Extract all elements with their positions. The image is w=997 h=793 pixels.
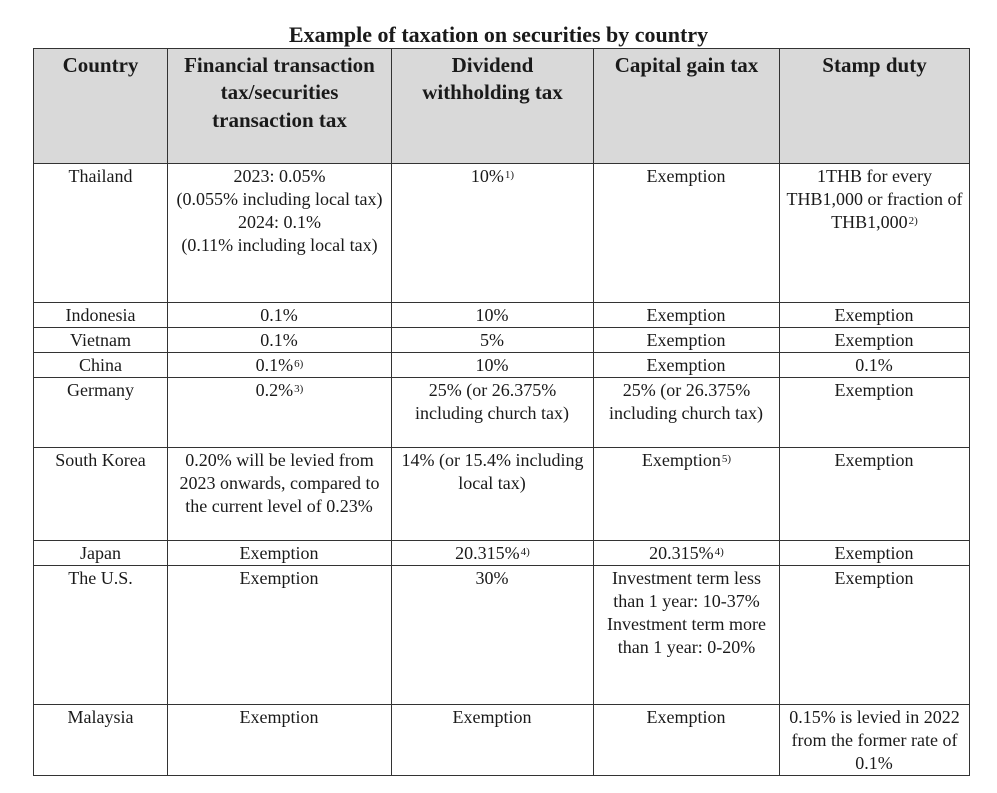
capital-gain-tax-text: Investment term more than 1 year: 0-20% xyxy=(607,614,766,657)
header-financial-transaction-tax: Financial transaction tax/securities transaction tax xyxy=(168,49,392,164)
cell-stamp-duty xyxy=(780,705,970,776)
financial-tax-text: 0.20% will be levied from 2023 onwards, compared to the current level of 0.23% xyxy=(179,450,380,516)
cell-capital-gain-tax xyxy=(594,378,780,448)
country-name: Vietnam xyxy=(70,330,131,350)
cell-capital-gain-tax xyxy=(594,541,780,566)
header-country: Country xyxy=(34,49,168,164)
table-row xyxy=(34,705,970,776)
cell-dividend-tax xyxy=(392,541,594,566)
cell-stamp-duty xyxy=(780,164,970,303)
header-stamp-duty: Stamp duty xyxy=(780,49,970,164)
capital-gain-tax-text: Exemption xyxy=(646,166,726,186)
stamp-duty-text: Exemption xyxy=(834,380,914,400)
cell-capital-gain-tax xyxy=(594,566,780,705)
cell-dividend-tax xyxy=(392,705,594,776)
cell-country xyxy=(34,164,168,303)
taxation-table xyxy=(33,48,970,776)
dividend-tax-text: 10% xyxy=(470,166,504,186)
table-row xyxy=(34,353,970,378)
cell-capital-gain-tax xyxy=(594,164,780,303)
table-row xyxy=(34,164,970,303)
country-name: Malaysia xyxy=(67,707,134,727)
table-row xyxy=(34,378,970,448)
stamp-duty-text: Exemption xyxy=(834,450,914,470)
financial-tax-text: Exemption xyxy=(239,543,319,563)
header-dividend-withholding-tax: Dividend withholding tax xyxy=(392,49,594,164)
dividend-tax-text: 20.315% xyxy=(455,543,520,563)
capital-gain-tax-text: 20.315% xyxy=(649,543,714,563)
stamp-duty-text: 0.1% xyxy=(855,355,893,375)
cell-capital-gain-tax xyxy=(594,448,780,541)
country-name: China xyxy=(79,355,122,375)
financial-tax-text: 0.1% xyxy=(255,355,294,375)
cell-country xyxy=(34,541,168,566)
dividend-tax-text: 10% xyxy=(475,355,509,375)
capital-gain-tax-text: Exemption xyxy=(646,355,726,375)
financial-tax-text: Exemption xyxy=(239,568,319,588)
capital-gain-tax-text: 25% (or 26.375% including church tax) xyxy=(609,380,763,423)
stamp-duty-text: Exemption xyxy=(834,330,914,350)
dividend-tax-text: 25% (or 26.375% including church tax) xyxy=(415,380,569,423)
cell-country xyxy=(34,353,168,378)
financial-tax-text: 0.2% xyxy=(255,380,294,400)
cell-financial-tax xyxy=(168,705,392,776)
capital-gain-tax-text: Exemption xyxy=(646,305,726,325)
cell-stamp-duty xyxy=(780,328,970,353)
capital-gain-tax-text: Exemption xyxy=(646,707,726,727)
cell-financial-tax xyxy=(168,448,392,541)
footnote-marker: 1) xyxy=(504,169,515,181)
cell-country xyxy=(34,566,168,705)
capital-gain-tax-text: Investment term less than 1 year: 10-37% xyxy=(612,568,761,611)
stamp-duty-text: 1THB for every THB1,000 or fraction of THB1,000 xyxy=(786,166,963,232)
country-name: Thailand xyxy=(68,166,133,186)
capital-gain-tax-text: Exemption xyxy=(646,330,726,350)
footnote-marker: 5) xyxy=(721,453,732,465)
country-name: Germany xyxy=(67,380,134,400)
cell-financial-tax xyxy=(168,378,392,448)
table-row xyxy=(34,328,970,353)
footnote-marker: 6) xyxy=(294,358,304,370)
footnote-marker: 3) xyxy=(294,383,304,395)
footnote-marker: 4) xyxy=(714,546,724,558)
table-title: Example of taxation on securities by country xyxy=(288,22,709,47)
country-name: Japan xyxy=(80,543,121,563)
cell-dividend-tax xyxy=(392,328,594,353)
cell-dividend-tax xyxy=(392,164,594,303)
financial-tax-text: (0.055% including local tax) xyxy=(176,189,383,209)
cell-financial-tax xyxy=(168,328,392,353)
dividend-tax-text: 30% xyxy=(475,568,509,588)
cell-stamp-duty xyxy=(780,303,970,328)
cell-financial-tax xyxy=(168,303,392,328)
cell-financial-tax xyxy=(168,353,392,378)
financial-tax-text: 0.1% xyxy=(260,330,298,350)
country-name: South Korea xyxy=(55,450,146,470)
cell-country xyxy=(34,328,168,353)
stamp-duty-text: 0.15% is levied in 2022 from the former rate of 0.1% xyxy=(789,707,960,773)
dividend-tax-text: Exemption xyxy=(452,707,532,727)
table-row xyxy=(34,566,970,705)
cell-country xyxy=(34,448,168,541)
cell-dividend-tax xyxy=(392,448,594,541)
stamp-duty-text: Exemption xyxy=(834,305,914,325)
cell-country xyxy=(34,303,168,328)
cell-country xyxy=(34,378,168,448)
capital-gain-tax-text: Exemption xyxy=(641,450,721,470)
table-body xyxy=(34,164,970,776)
cell-stamp-duty xyxy=(780,353,970,378)
cell-stamp-duty xyxy=(780,448,970,541)
cell-capital-gain-tax xyxy=(594,303,780,328)
cell-stamp-duty xyxy=(780,378,970,448)
cell-capital-gain-tax xyxy=(594,328,780,353)
footnote-marker: 4) xyxy=(520,546,530,558)
cell-stamp-duty xyxy=(780,541,970,566)
footnote-marker: 2) xyxy=(908,215,918,227)
cell-capital-gain-tax xyxy=(594,353,780,378)
financial-tax-text: (0.11% including local tax) xyxy=(181,235,378,255)
cell-dividend-tax xyxy=(392,303,594,328)
cell-capital-gain-tax xyxy=(594,705,780,776)
dividend-tax-text: 14% (or 15.4% including local tax) xyxy=(401,450,584,493)
financial-tax-text: 2023: 0.05% xyxy=(233,166,326,186)
stamp-duty-text: Exemption xyxy=(834,568,914,588)
cell-dividend-tax xyxy=(392,566,594,705)
cell-stamp-duty xyxy=(780,566,970,705)
header-capital-gain-tax: Capital gain tax xyxy=(594,49,780,164)
table-row xyxy=(34,303,970,328)
financial-tax-text: Exemption xyxy=(239,707,319,727)
header-row xyxy=(34,49,970,164)
cell-dividend-tax xyxy=(392,353,594,378)
country-name: The U.S. xyxy=(68,568,133,588)
country-name: Indonesia xyxy=(65,305,136,325)
table-row xyxy=(34,448,970,541)
financial-tax-text: 2024: 0.1% xyxy=(238,212,321,232)
cell-country xyxy=(34,705,168,776)
table-row xyxy=(34,541,970,566)
cell-financial-tax xyxy=(168,164,392,303)
dividend-tax-text: 10% xyxy=(475,305,509,325)
cell-financial-tax xyxy=(168,541,392,566)
financial-tax-text: 0.1% xyxy=(260,305,298,325)
cell-dividend-tax xyxy=(392,378,594,448)
cell-financial-tax xyxy=(168,566,392,705)
stamp-duty-text: Exemption xyxy=(834,543,914,563)
dividend-tax-text: 5% xyxy=(480,330,504,350)
